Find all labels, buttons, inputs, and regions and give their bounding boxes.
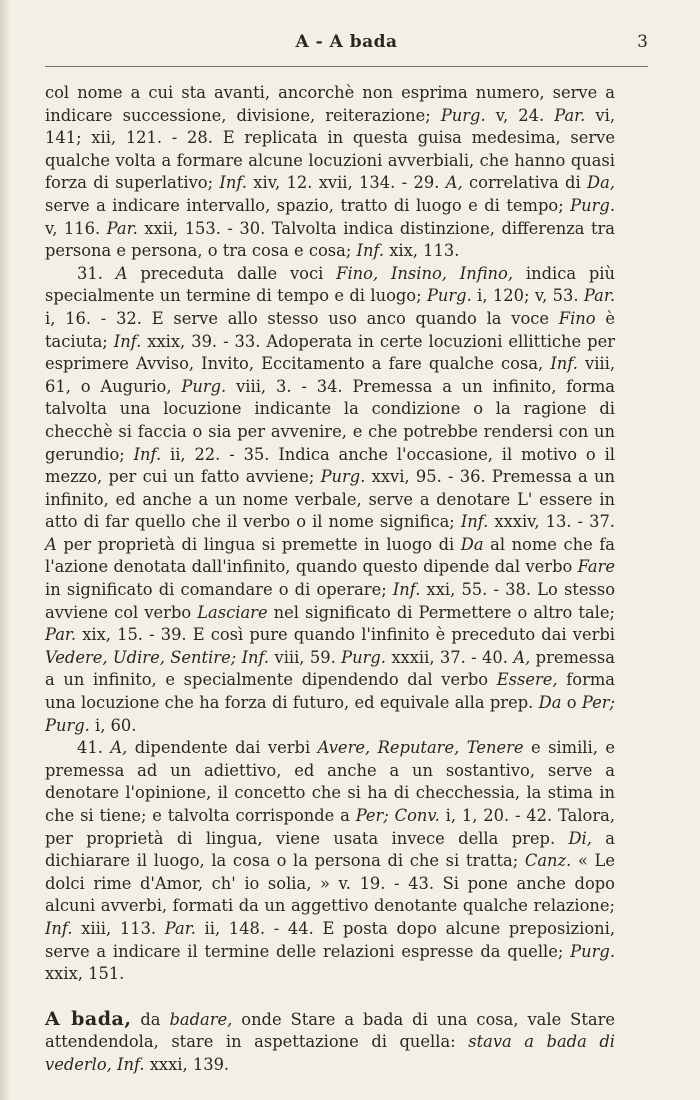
page-edge-shadow [0, 0, 10, 1100]
italic-reference: A, [110, 738, 128, 758]
headword: A bada, [45, 1007, 132, 1030]
text-run: v, 24. [485, 105, 555, 125]
text-run: da [131, 1009, 170, 1029]
text-run: dipendente dai verbi [127, 738, 318, 758]
italic-reference: Da [460, 534, 484, 554]
text-run: v, 116. [45, 218, 107, 238]
text-run: 41. [77, 738, 111, 758]
text-run: xiv, 12. xvii, 134. - 29. [246, 173, 446, 193]
italic-reference: Par. [45, 625, 77, 645]
italic-reference: Purg. [320, 467, 366, 487]
text-run: 31. [77, 263, 116, 283]
paragraph-31 [45, 263, 615, 737]
text-run: i, 60. [89, 715, 137, 735]
italic-reference: A [45, 534, 57, 554]
italic-reference: Fare [577, 557, 615, 577]
italic-reference: Par. [583, 286, 615, 306]
text-run: xxix, 151. [45, 964, 125, 984]
text-run: ii, 22. - 35. Indica anche l'occasione, il motivo o il mezzo, per cui un fatto avviene; [45, 444, 615, 487]
text-run: i, 1, 20. - 42. Talora, per proprietà di lingua, viene usata invece della prep. [45, 806, 616, 848]
italic-reference: Par. [106, 218, 138, 238]
italic-reference: Inf. [133, 444, 162, 464]
italic-reference: Purg. [341, 647, 386, 667]
paragraph-41 [45, 737, 615, 986]
text-run: xxxi, 139. [144, 1054, 230, 1074]
italic-reference: stava a bada di vederlo, Inf. [45, 1032, 615, 1074]
text-run: i, 120; v, 53. [471, 286, 584, 306]
italic-reference: Per; Purg. [45, 693, 615, 735]
paragraph-continuation [45, 82, 615, 263]
italic-reference: Par. [554, 105, 586, 125]
italic-reference: Inf. [392, 580, 421, 600]
italic-reference: Da, [587, 173, 615, 193]
italic-reference: Vedere, Udire, Sentire; Inf. [45, 647, 270, 667]
text-run: viii, 59. [269, 647, 342, 667]
text-run: xxix, 39. - 33. Adoperata in certe locuzioni ellittiche per esprimere Avviso, Invito, Eccitamento a fare qualche cosa, [45, 331, 615, 374]
italic-reference: Inf. [113, 331, 142, 351]
text-run: « Le dolci rime d'Amor, ch' io solia, » v. 19. - 43. Si pone anche dopo alcuni avverbi, formati da un aggettivo denotante qualche relazione; [45, 851, 615, 916]
text-run: per proprietà di lingua si premette in luogo di [56, 534, 461, 554]
text-run: al nome che fa l'azione denotata dall'infinito, quando questo dipende dal verbo [45, 534, 616, 577]
text-run: ii, 148. - 44. E posta dopo alcune preposizioni, serve a indicare il termine delle relazioni espresse da quelle; [45, 918, 615, 961]
italic-reference: Inf. [356, 241, 385, 261]
italic-reference: Purg. [426, 286, 472, 306]
text-run: in significato di comandare o di operare; [45, 580, 393, 600]
italic-reference: Purg. [181, 376, 227, 396]
italic-reference: Purg. [570, 195, 615, 215]
text-run: xxxii, 37. - 40. [385, 647, 514, 667]
text-run: viii, 61, o Augurio, [45, 354, 616, 396]
header-rule [45, 66, 648, 67]
italic-reference: Di, [568, 828, 592, 848]
italic-reference: A [115, 263, 128, 283]
running-head: A - A bada [295, 32, 398, 52]
italic-reference: Fino [558, 308, 596, 328]
italic-reference: Inf. [219, 173, 247, 193]
text-run: xxvi, 95. - 36. Premessa a un infinito, ed anche a un nome verbale, serve a denotare L' essere in atto di far quello che il verbo o il nome significa; [45, 467, 615, 532]
text-run: preceduta dalle voci [127, 263, 337, 283]
italic-reference: Canz. [524, 851, 572, 871]
text-run: correlativa di [462, 173, 588, 193]
italic-reference: Avere, Reputare, Tenere [317, 738, 524, 758]
text-run: premessa a un infinito, e specialmente dipendendo dal verbo [45, 647, 615, 690]
text-run: xxxiv, 13. - 37. [488, 512, 615, 532]
text-run: serve a indicare intervallo, spazio, tratto di luogo e di tempo; [45, 195, 571, 215]
italic-reference: Essere, [496, 670, 558, 690]
text-run: i, 16. - 32. E serve allo stesso uso anco quando la voce [45, 308, 559, 328]
text-run: xxii, 153. - 30. Talvolta indica distinzione, differenza tra persona e persona, o tra cosa e cosa; [45, 218, 616, 261]
text-run: onde Stare a bada di una cosa, vale Stare attendendola, stare in aspettazione di quella: [45, 1009, 615, 1052]
text-run: viii, 3. - 34. Premessa a un infinito, forma talvolta una locuzione indicante la condizione o la ragione di checchè si faccia o sia per avvenire, e che potrebbe rendersi con un gerundio; [45, 376, 615, 464]
italic-reference: A, [445, 173, 463, 193]
text-run: vi, 141; xii, 121. - 28. E replicata in questa guisa medesima, serve qualche volta a formare alcune locuzioni avverbiali, che hanno quasi forza di superlativo; [45, 105, 615, 193]
italic-reference: Inf. [460, 512, 489, 532]
italic-reference: Da [538, 693, 562, 713]
text-run: nel significato di Permettere o altro tale; [267, 602, 616, 622]
italic-reference: Inf. [45, 918, 73, 938]
italic-reference: badare, [169, 1009, 233, 1029]
text-run: o [561, 693, 582, 713]
text-run: a dichiarare il luogo, la cosa o la persona di che si tratta; [45, 828, 615, 871]
italic-reference: Purg. [440, 105, 486, 125]
text-run: indica più specialmente un termine di tempo e di luogo; [45, 263, 615, 306]
text-run: xiii, 113. [72, 918, 165, 938]
page-header [45, 32, 648, 62]
italic-reference: Lasciare [197, 602, 268, 622]
italic-reference: Fino, Insino, Infino, [336, 263, 514, 283]
text-run: xix, 15. - 39. E così pure quando l'infinito è preceduto dai verbi [76, 625, 615, 645]
italic-reference: Par. [164, 918, 196, 938]
italic-reference: Per; Conv. [355, 806, 440, 825]
text-run: forma una locuzione che ha forza di futuro, ed equivale alla prep. [45, 670, 615, 713]
italic-reference: Purg. [570, 941, 615, 961]
page-number: 3 [637, 32, 648, 52]
text-run: è taciuta; [45, 308, 615, 351]
text-run: xxi, 55. - 38. Lo stesso avviene col verbo [45, 580, 615, 622]
text-run: xix, 113. [384, 241, 460, 261]
entry-a-bada [45, 1008, 615, 1077]
italic-reference: Inf. [550, 354, 578, 374]
text-run: e simili, e premessa ad un adiettivo, ed anche a un sostantivo, serve a denotare l'opinione, il concetto che si ha di checchessia, la stima in che si tiene; e talvolta corrisponde a [45, 738, 615, 825]
page-body [45, 82, 615, 1077]
italic-reference: A, [513, 647, 531, 667]
text-run: col nome a cui sta avanti, ancorchè non esprima numero, serve a indicare successione, divisione, reiterazione; [45, 83, 615, 125]
